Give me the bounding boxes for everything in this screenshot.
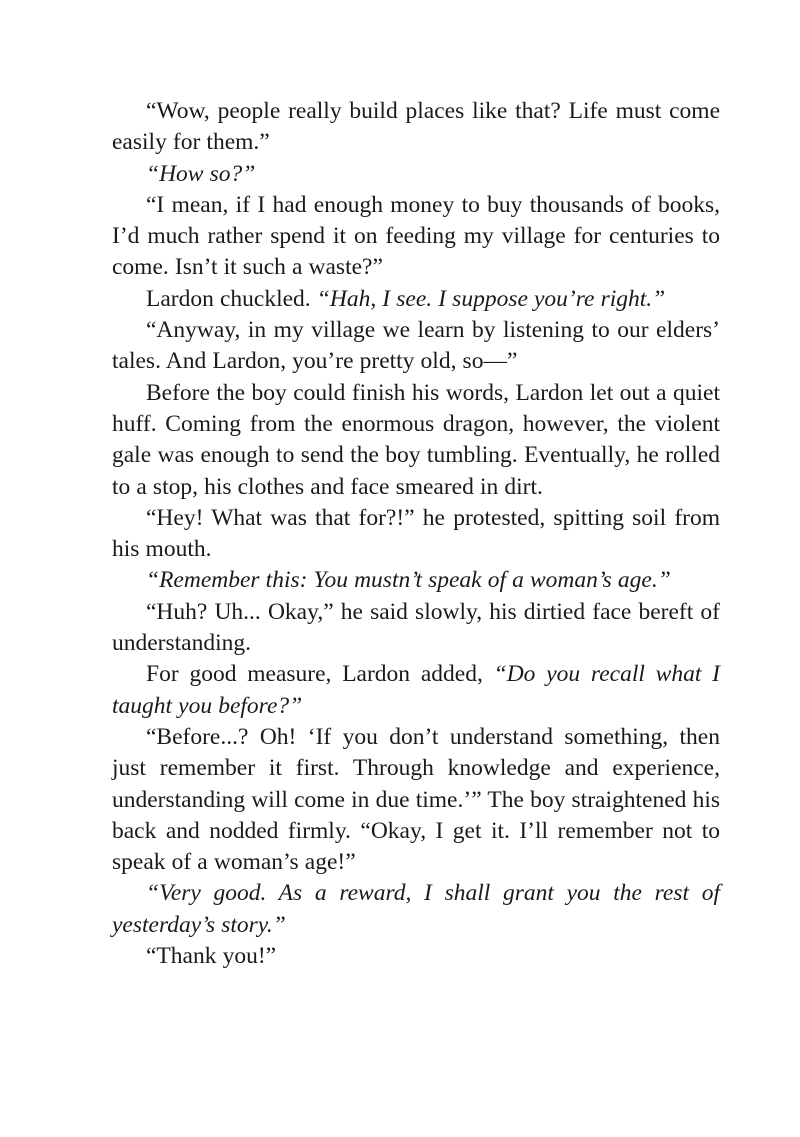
dialogue-line: “I mean, if I had enough money to buy thousands of books, I’d much rather spend it on feeding my village for centuries to come. Isn’t it such a waste?”: [112, 191, 720, 281]
dialogue-line-italic: “Hah, I see. I suppose you’re right.”: [316, 285, 666, 312]
paragraph: [112, 597, 720, 660]
dialogue-line: “Wow, people really build places like that? Life must come easily for them.”: [112, 98, 720, 156]
dialogue-line: “Huh? Uh... Okay,” he said slowly, his dirtied face bereft of understanding.: [112, 598, 720, 657]
paragraph: [112, 378, 720, 503]
paragraph: [112, 284, 720, 315]
paragraph: [112, 659, 720, 722]
dialogue-line: “Before...? Oh! ‘If you don’t understand something, then just remember it first. Through knowledge and experience, understanding will come in due time.’” The boy straightened his back and nodded firmly. “Okay, I get it. I’ll remember not to speak of a woman’s age!”: [112, 723, 720, 876]
narration-text: Lardon chuckled.: [146, 285, 317, 312]
dialogue-line-italic: “How so?”: [146, 160, 256, 187]
paragraph: [112, 315, 720, 378]
dialogue-line-italic: “Remember this: You mustn’t speak of a woman’s age.”: [146, 567, 671, 594]
dialogue-line: “Hey! What was that for?!” he protested, spitting soil from his mouth.: [112, 504, 720, 563]
paragraph: [112, 565, 720, 596]
paragraph: [112, 96, 720, 159]
dialogue-line-italic: “Do you recall what I taught you before?”: [112, 661, 720, 719]
story-text-block: [112, 96, 720, 972]
dialogue-line-italic: “Very good. As a reward, I shall grant you the rest of yesterday’s story.”: [112, 880, 720, 938]
narration-text: For good measure, Lardon added,: [146, 661, 494, 688]
paragraph: [112, 941, 720, 972]
paragraph: [112, 503, 720, 566]
paragraph: [112, 159, 720, 190]
paragraph: [112, 722, 720, 878]
dialogue-line: “Anyway, in my village we learn by listening to our elders’ tales. And Lardon, you’re pretty old, so—”: [112, 317, 720, 375]
paragraph: [112, 878, 720, 941]
narration-text: Before the boy could finish his words, Lardon let out a quiet huff. Coming from the enormous dragon, however, the violent gale was enough to send the boy tumbling. Eventually, he rolled to a stop, his clothes and face smeared in dirt.: [112, 379, 720, 500]
paragraph: [112, 190, 720, 284]
dialogue-line: “Thank you!”: [146, 943, 277, 970]
